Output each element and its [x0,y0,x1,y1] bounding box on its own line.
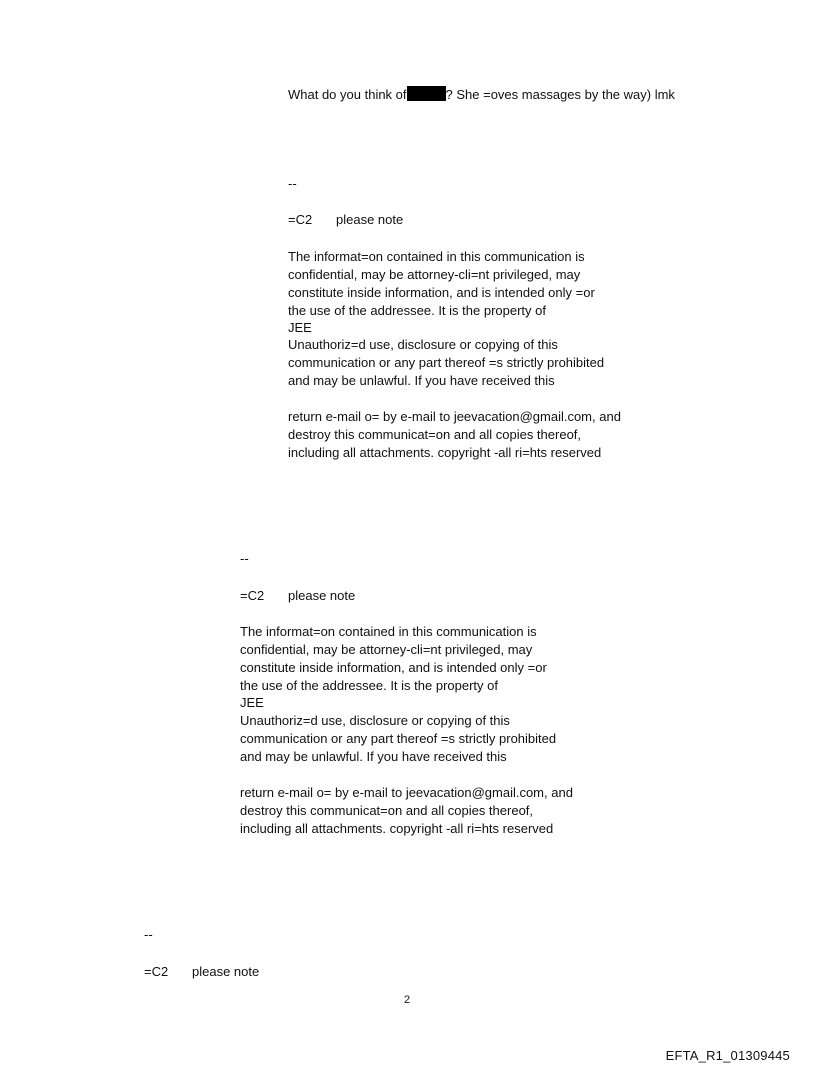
disclaimer-line: return e-mail o= by e-mail to jeevacation@gmail.com, and [240,785,573,800]
note-prefix: =C2 [240,588,265,603]
disclaimer-line: Unauthoriz=d use, disclosure or copying of this [240,713,510,728]
disclaimer-line: communication or any part thereof =s strictly prohibited [240,731,557,746]
note-prefix: =C2 [144,964,169,979]
signature-separator: -- [240,551,249,566]
disclaimer-line: constitute inside information, and is intended only =or [240,660,547,675]
disclaimer-line: confidential, may be attorney-cli=nt privileged, may [240,642,533,657]
page-number: 2 [404,994,411,1006]
disclaimer-line: The informat=on contained in this communication is [240,624,537,639]
disclaimer-line: JEE [240,695,264,710]
signature-separator: -- [288,176,297,191]
signature-separator: -- [144,927,153,942]
disclaimer-line: destroy this communicat=on and all copies thereof, [240,803,534,818]
disclaimer-line: and may be unlawful. If you have received this [240,749,507,764]
note-heading [144,962,259,981]
disclaimer-line: including all attachments. copyright -all ri=hts reserved [240,821,554,836]
disclaimer-line: confidential, may be attorney-cli=nt privileged, may [288,267,581,282]
message-text-after: ? She =oves massages by the way) lmk [445,87,675,102]
disclaimer-line: return e-mail o= by e-mail to jeevacation@gmail.com, and [288,409,621,424]
redaction-box [407,86,446,101]
disclaimer-line: and may be unlawful. If you have received this [288,373,555,388]
message-text-before: What do you think of [288,87,407,102]
disclaimer-line: constitute inside information, and is intended only =or [288,285,595,300]
disclaimer-line: communication or any part thereof =s strictly prohibited [288,355,605,370]
message-line [288,85,675,104]
note-text: please note [192,964,260,979]
disclaimer-line: the use of the addressee. It is the property of [240,678,498,693]
note-prefix: =C2 [288,212,313,227]
note-text: please note [288,588,356,603]
disclaimer-line: destroy this communicat=on and all copies thereof, [288,427,582,442]
disclaimer-line: the use of the addressee. It is the property of [288,303,546,318]
disclaimer-line: Unauthoriz=d use, disclosure or copying of this [288,337,558,352]
disclaimer-line: including all attachments. copyright -all ri=hts reserved [288,445,602,460]
disclaimer-line: The informat=on contained in this communication is [288,249,585,264]
disclaimer-line: JEE [288,320,312,335]
note-heading [240,586,355,605]
note-text: please note [336,212,404,227]
document-id: EFTA_R1_01309445 [665,1048,790,1063]
note-heading [288,210,403,229]
